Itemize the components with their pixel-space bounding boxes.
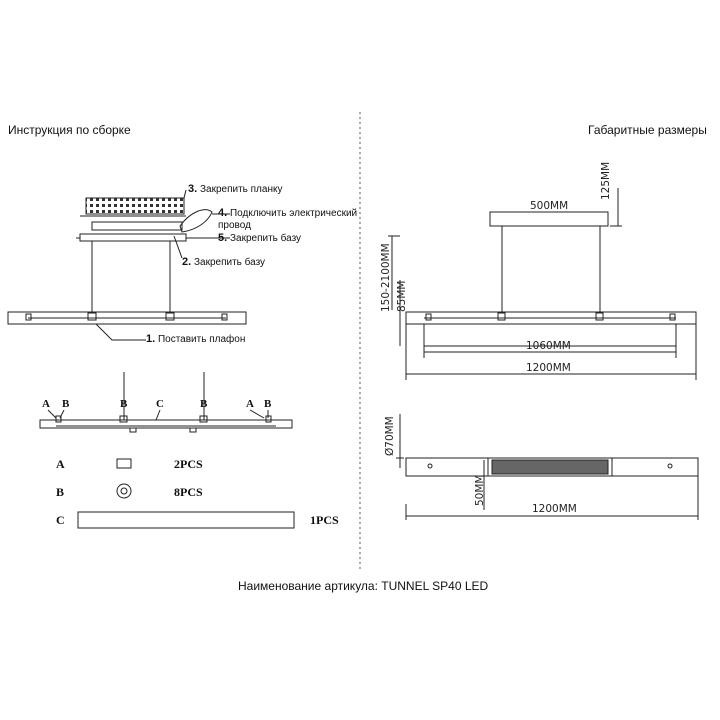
step-5-label xyxy=(218,232,301,245)
callout-a-left: A xyxy=(42,398,50,410)
step-5-text: Закрепить базу xyxy=(229,233,302,244)
front-canopy xyxy=(490,212,608,226)
dim-shade-length: 1060MM xyxy=(526,340,571,352)
dim-diameter: Ø70MM xyxy=(384,416,396,456)
dimensions-header: Габаритные размеры xyxy=(588,123,707,137)
wire-connector xyxy=(180,210,212,232)
callout-b-mid-left: B xyxy=(120,398,128,410)
step-1-number: 1. xyxy=(146,333,156,345)
callout-b-right: B xyxy=(264,398,272,410)
step-3-label xyxy=(188,183,282,196)
dim-canopy-length: 500MM xyxy=(530,200,569,212)
step-4-label xyxy=(218,207,368,232)
part-a-letter: A xyxy=(56,457,65,471)
dim-suspension: 150-2100MM xyxy=(380,243,392,312)
part-a-icon xyxy=(117,459,131,468)
step-1-text: Поставить плафон xyxy=(157,334,246,345)
dim-width: 50MM xyxy=(474,474,486,506)
dim-total-length-front: 1200MM xyxy=(526,362,571,374)
step-2-text: Закрепить базу xyxy=(193,257,266,268)
step-2-label xyxy=(182,256,265,269)
step-4-text: Подключить электрический провод xyxy=(218,208,358,231)
part-b-qty: 8PCS xyxy=(174,485,203,499)
callout-b-left: B xyxy=(62,398,70,410)
callout-b-mid-right: B xyxy=(200,398,208,410)
part-c-qty: 1PCS xyxy=(310,513,339,527)
dim-body-height: 85MM xyxy=(396,280,408,312)
part-b-letter: B xyxy=(56,485,65,499)
part-b-icon xyxy=(117,484,131,498)
dim-total-length-top: 1200MM xyxy=(532,503,577,515)
part-c-letter: C xyxy=(56,513,65,527)
canopy xyxy=(92,222,182,230)
step-3-number: 3. xyxy=(188,183,198,195)
step-3-text: Закрепить планку xyxy=(199,184,283,195)
step-4-number: 4. xyxy=(218,207,228,219)
dim-canopy-height: 125MM xyxy=(600,161,612,200)
part-a-qty: 2PCS xyxy=(174,457,203,471)
exploded-view xyxy=(40,372,294,528)
step-2-number: 2. xyxy=(182,256,192,268)
article-name: Наименование артикула: TUNNEL SP40 LED xyxy=(238,579,489,593)
step-1-label xyxy=(146,333,245,346)
part-c-icon xyxy=(78,512,294,528)
callout-a-right: A xyxy=(246,398,254,410)
assembly-header: Инструкция по сборке xyxy=(8,123,131,137)
step-5-number: 5. xyxy=(218,232,228,244)
callout-c: C xyxy=(156,398,164,410)
ceiling-plate xyxy=(86,198,184,214)
